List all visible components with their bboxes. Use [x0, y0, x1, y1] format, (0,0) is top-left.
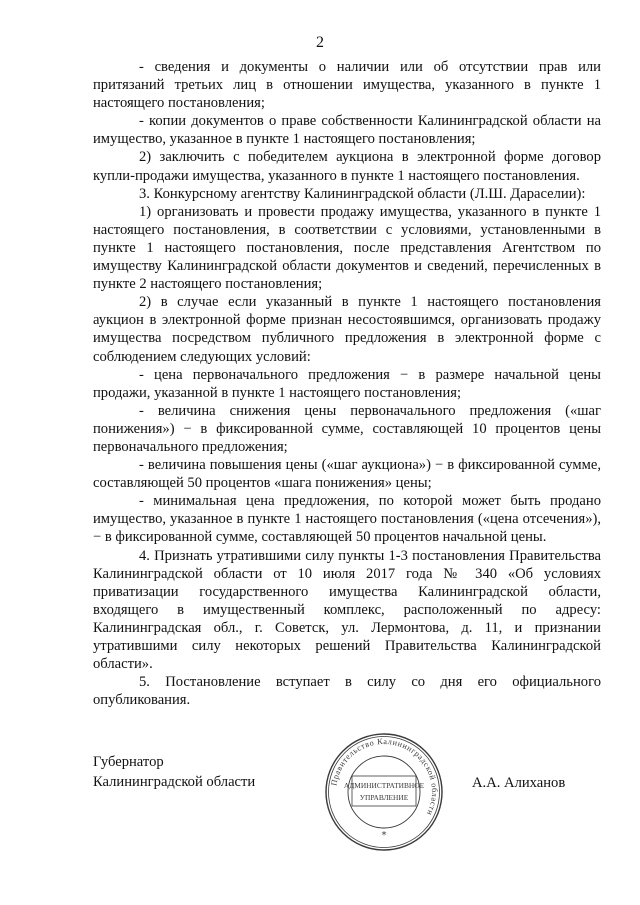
paragraph-third-party-rights: - сведения и документы о наличии или об отсутствии прав или притязаний третьих лиц в отношении имущества, указанного в пункте 1 настоящего постановления;	[93, 59, 601, 112]
page-number: 2	[316, 34, 324, 51]
paragraph-repeal: 4. Признать утратившими силу пункты 1-3 постановления Правительства Калининградской области от 10 июля 2017 года № 340 «Об условиях приватизации государственного имущества Калининградской области, входящего в имущественный комплекс, расположенный по адресу: Калининградская обл., г. Советск, ул. Лермонтова, д. 11, и признании утратившими силу некоторых решений Правительства Калининградской области».	[93, 547, 601, 673]
paragraph-initial-price: - цена первоначального предложения − в размере начальной цены продажи, указанной в пункте 1 настоящего постановления;	[93, 366, 601, 401]
paragraph-auction-step: - величина повышения цены («шаг аукциона») − в фиксированной сумме, составляющей 50 процентов «шага понижения» цены;	[93, 457, 601, 492]
seal-stamp-icon	[322, 730, 446, 854]
signature-position-region: Калининградской области	[93, 774, 256, 790]
paragraph-ownership-copies: - копии документов о праве собственности Калининградской области на имущество, указанное в пункте 1 настоящего постановления;	[93, 113, 601, 148]
signature-name: А.А. Алиханов	[472, 775, 566, 791]
paragraph-organize-sale: 1) организовать и провести продажу имущества, указанного в пункте 1 настоящего постановления, в соответствии с условиями, установленными в пункте 1 настоящего постановления, после представления Агентством по имуществу Калининградской области документов и сведений, перечисленных в пункте 2 настоящего постановления;	[93, 203, 601, 293]
paragraph-competition-agency: 3. Конкурсному агентству Калининградской области (Л.Ш. Дараселии):	[139, 185, 586, 202]
paragraph-sale-contract: 2) заключить с победителем аукциона в электронной форме договор купли-продажи имущества, указанного в пункте 1 настоящего постановления.	[93, 149, 601, 184]
signature-position-title: Губернатор	[93, 754, 164, 770]
seal-star: *	[381, 830, 387, 841]
signature-position	[93, 752, 255, 792]
official-seal	[322, 730, 446, 854]
seal-center-line1: АДМИНИСТРАТИВНОЕ	[343, 781, 425, 790]
paragraph-entry-into-force: 5. Постановление вступает в силу со дня его официального опубликования.	[93, 674, 601, 709]
paragraph-cutoff-price: - минимальная цена предложения, по которой может быть продано имущество, указанное в пункте 1 настоящего постановления («цена отсечения»), − в фиксированной сумме, составляющей 50 процентов начальной цены.	[93, 493, 601, 546]
seal-ring-text: Правительство Калининградской области	[329, 736, 440, 818]
paragraph-public-offer: 2) в случае если указанный в пункте 1 настоящего постановления аукцион в электронной форме признан несостоявшимся, организовать продажу имущества посредством публичного предложения в электронной форме с соблюдением следующих условий:	[93, 294, 601, 365]
seal-center-line2: УПРАВЛЕНИЕ	[359, 793, 409, 802]
paragraph-reduction-step: - величина снижения цены первоначального предложения («шаг понижения») − в фиксированной сумме, составляющей 10 процентов цены первоначального предложения;	[93, 402, 601, 455]
document-body	[93, 58, 601, 709]
